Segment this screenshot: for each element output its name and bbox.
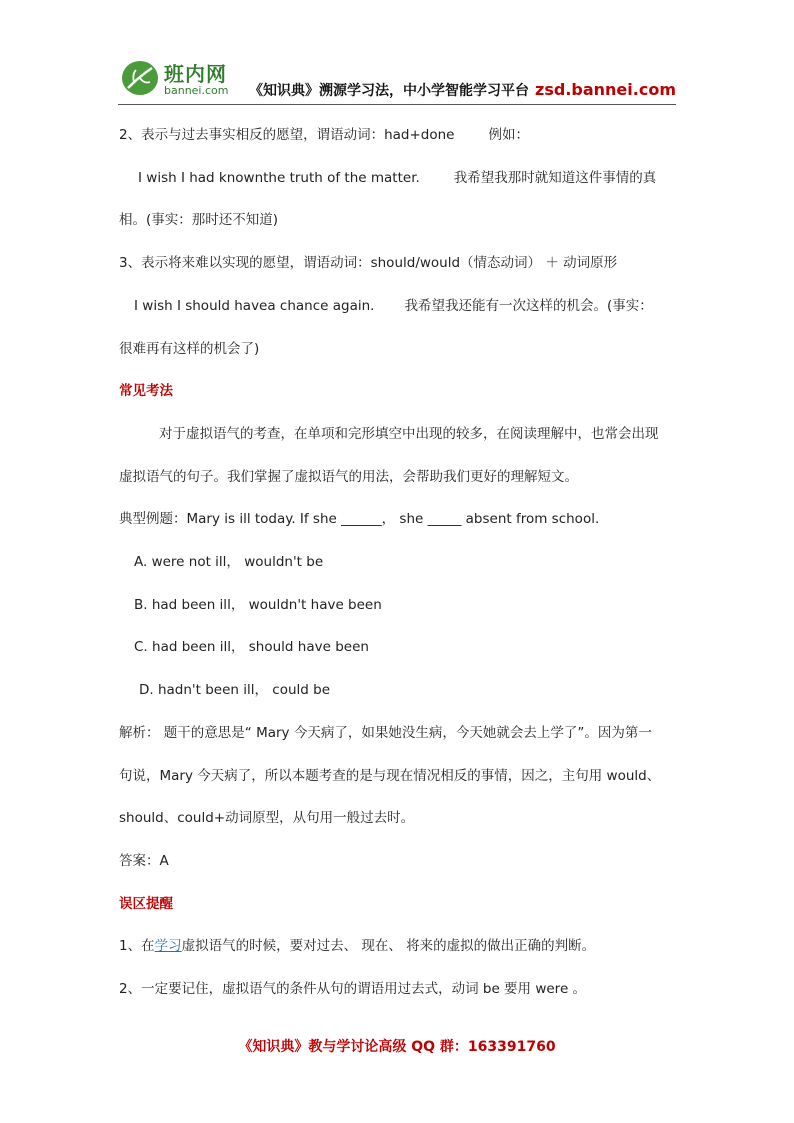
line-text: 1、在 xyxy=(119,938,155,955)
paragraph: 对于虚拟语气的考查，在单项和完形填空中出现的较多，在阅读理解中，也常会出现 xyxy=(159,425,659,442)
line-text: 2、表示与过去事实相反的愿望，谓语动词：had+done xyxy=(119,127,455,143)
chinese-translation: 我希望我那时就知道这件事情的真 xyxy=(453,169,657,186)
study-link[interactable]: 学习 xyxy=(154,938,182,955)
bannei-logo xyxy=(120,56,250,104)
leaf-logo-icon xyxy=(120,58,160,98)
example-question: 典型例题：Mary is ill today. If she ______， she _____ absent from school. xyxy=(119,511,600,528)
example-sentence xyxy=(119,157,679,200)
paragraph xyxy=(119,114,679,157)
line-text: 例如： xyxy=(488,127,529,143)
section-heading: 常见考法 xyxy=(119,383,173,400)
paragraph: 虚拟语气的句子。我们掌握了虚拟语气的用法，会帮助我们更好的理解短文。 xyxy=(119,468,578,485)
example-sentence xyxy=(119,285,679,328)
paragraph: 相。(事实：那时还不知道) xyxy=(119,212,279,229)
english-sentence: I wish I had knownthe truth of the matter. xyxy=(138,169,420,186)
analysis-line: should、could+动词原型，从句用一般过去时。 xyxy=(119,810,415,827)
option-b: B. had been ill， wouldn't have been xyxy=(134,596,382,613)
analysis-line: 解析： 题干的意思是“ Mary 今天病了，如果她没生病，今天她就会去上学了”。因为第一 xyxy=(119,724,652,741)
header-divider xyxy=(118,104,676,105)
option-c: C. had been ill， should have been xyxy=(134,639,369,656)
header-site-link[interactable]: zsd.bannei.com xyxy=(535,80,676,99)
english-sentence: I wish I should havea chance again. xyxy=(134,297,375,314)
paragraph: 2、一定要记住，虚拟语气的条件从句的谓语用过去式，动词 be 要用 were 。 xyxy=(119,981,587,998)
analysis-line: 句说，Mary 今天病了，所以本题考查的是与现在情况相反的事情，因之，主句用 would、 xyxy=(119,767,661,784)
logo-domain: bannei.com xyxy=(164,84,229,97)
paragraph xyxy=(119,925,679,968)
header-tagline: 《知识典》溯源学习法，中小学智能学习平台 xyxy=(249,83,530,99)
chinese-translation: 我希望我还能有一次这样的机会。(事实： xyxy=(404,297,653,314)
option-d: D. hadn't been ill， could be xyxy=(139,682,331,699)
answer-line: 答案：A xyxy=(119,852,169,869)
document-body xyxy=(119,114,679,1011)
logo-title: 班内网 xyxy=(164,62,227,86)
paragraph: 很难再有这样的机会了) xyxy=(119,340,260,357)
option-a: A. were not ill， wouldn't be xyxy=(134,554,324,571)
header-tagline-wrap xyxy=(249,80,676,100)
paragraph: 3、表示将来难以实现的愿望，谓语动词：should/would（情态动词） ＋ 动词原形 xyxy=(119,255,618,272)
section-heading: 误区提醒 xyxy=(119,895,173,912)
page-footer: 《知识典》教与学讨论高级 QQ 群：163391760 xyxy=(238,1039,556,1055)
page-header xyxy=(118,56,676,106)
line-text: 虚拟语气的时候，要对过去、 现在、 将来的虚拟的做出正确的判断。 xyxy=(181,938,596,955)
